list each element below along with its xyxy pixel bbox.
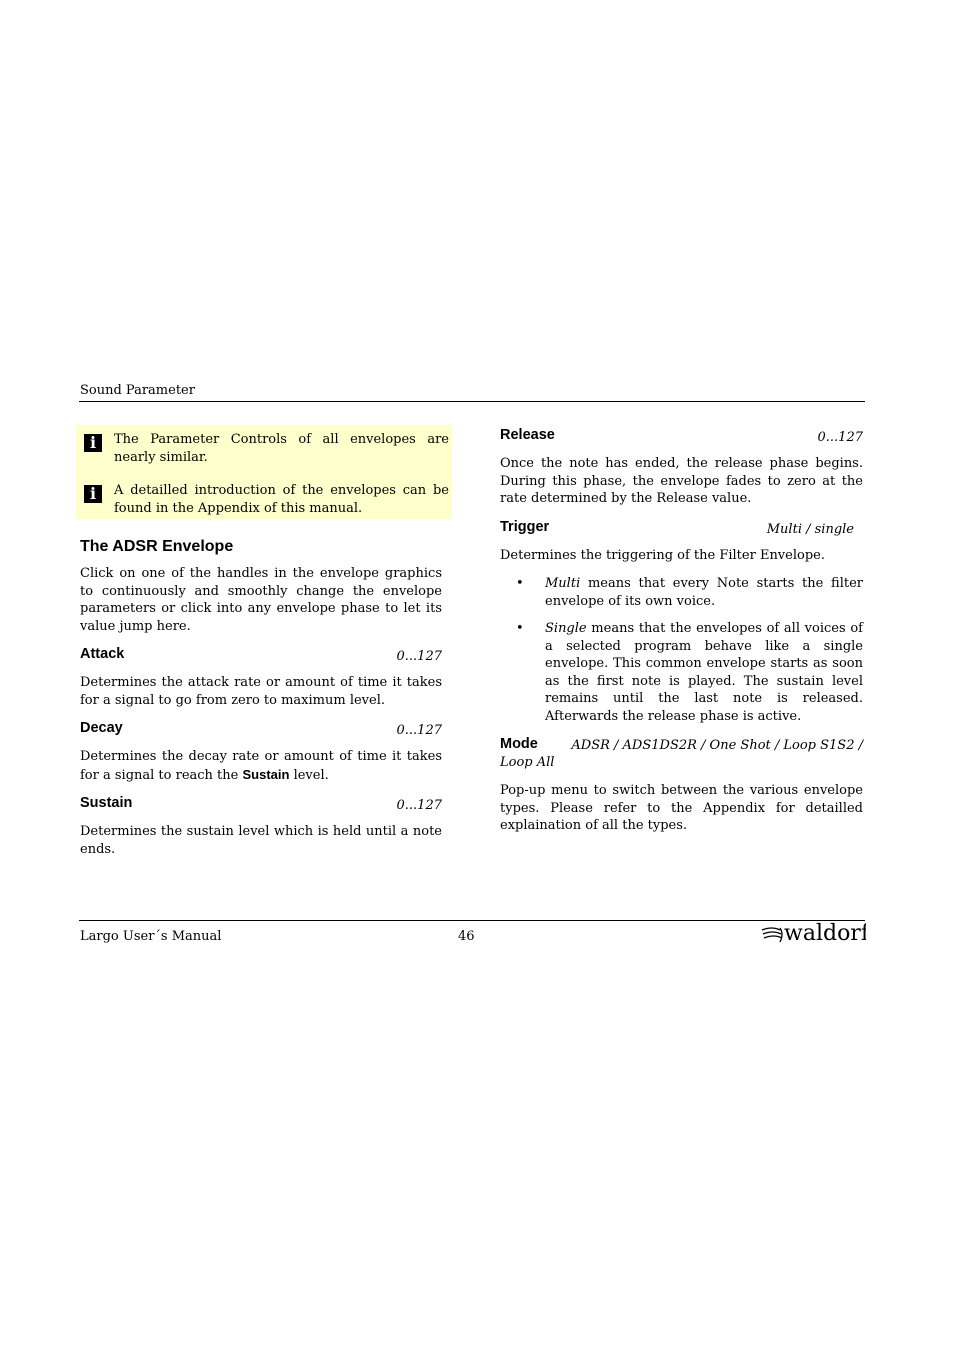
param-description (80, 748, 442, 784)
param-description: Determines the sustain level which is held until a note ends. (80, 824, 442, 857)
bullet-dot: • (516, 621, 524, 636)
param-description: Determines the attack rate or amount of time it takes for a signal to go from zero to maximum level. (80, 675, 442, 708)
info-note-text: A detailled introduction of the envelopes can be found in the Appendix of this manual. (114, 483, 449, 516)
bullet-body: means that every Note starts the filter envelope of its own voice. (545, 576, 863, 609)
waldorf-logo-icon (760, 918, 866, 946)
bullet-body: means that the envelopes of all voices of a selected program behave like a single envelope. This common envelope starts as soon as the first note is played. The sustain level remains until the last note is released. Afterwards the release phase is active. (545, 621, 863, 724)
bullet-term: Multi (545, 576, 581, 591)
bullet-text (545, 620, 863, 725)
desc-text: level. (289, 767, 329, 783)
param-description: Once the note has ended, the release phase begins. During this phase, the envelope fades to zero at the rate determined by the Release value. (500, 456, 863, 506)
header-rule (79, 401, 865, 402)
param-sustain (80, 795, 442, 814)
intro-paragraph: Click on one of the handles in the envelope graphics to continuously and smoothly change the envelope parameters or click into any envelope phase to let its value jump here. (80, 566, 442, 634)
param-name: Decay (80, 720, 123, 736)
param-range-continued: Loop All (500, 755, 555, 770)
param-name: Release (500, 427, 555, 443)
param-range: Multi / single (766, 521, 854, 537)
section-title: The ADSR Envelope (80, 538, 234, 555)
logo-wordmark: waldorf (784, 921, 866, 946)
param-range: ADSR / ADS1DS2R / One Shot / Loop S1S2 / (571, 738, 863, 753)
footer-rule (79, 920, 865, 921)
desc-emphasis: Sustain (242, 766, 290, 782)
param-name: Mode (500, 736, 538, 752)
param-decay (80, 720, 442, 739)
param-range: 0...127 (396, 649, 442, 664)
manual-title: Largo User´s Manual (80, 929, 222, 944)
bullet-item (500, 620, 863, 725)
waldorf-logo (760, 918, 866, 946)
page-number: 46 (458, 929, 475, 944)
bullet-term: Single (545, 621, 587, 636)
running-title: Sound Parameter (80, 383, 195, 398)
info-note-text: The Parameter Controls of all envelopes are nearly similar. (114, 432, 449, 465)
param-name: Attack (80, 646, 125, 662)
param-name: Sustain (80, 795, 133, 811)
info-icon: i (84, 485, 102, 503)
param-description: Pop-up menu to switch between the various envelope types. Please refer to the Appendix for detailled explaination of all the types. (500, 783, 863, 833)
desc-text: Determines the decay rate or amount of time it takes for a signal to reach the (80, 749, 442, 783)
param-release (500, 427, 863, 446)
right-column (500, 427, 863, 835)
param-trigger (500, 519, 863, 538)
param-range: 0...127 (396, 798, 442, 813)
param-description: Determines the triggering of the Filter Envelope. (500, 547, 825, 563)
param-range: 0...127 (396, 723, 442, 738)
param-name: Trigger (500, 518, 550, 535)
bullet-item (500, 575, 863, 610)
param-range: 0...127 (817, 430, 863, 445)
bullet-text (545, 575, 863, 610)
param-mode (500, 736, 863, 772)
param-attack (80, 646, 442, 665)
info-icon: i (84, 434, 102, 452)
info-note-box (76, 425, 452, 519)
bullet-dot: • (516, 576, 524, 591)
left-column (80, 538, 442, 858)
